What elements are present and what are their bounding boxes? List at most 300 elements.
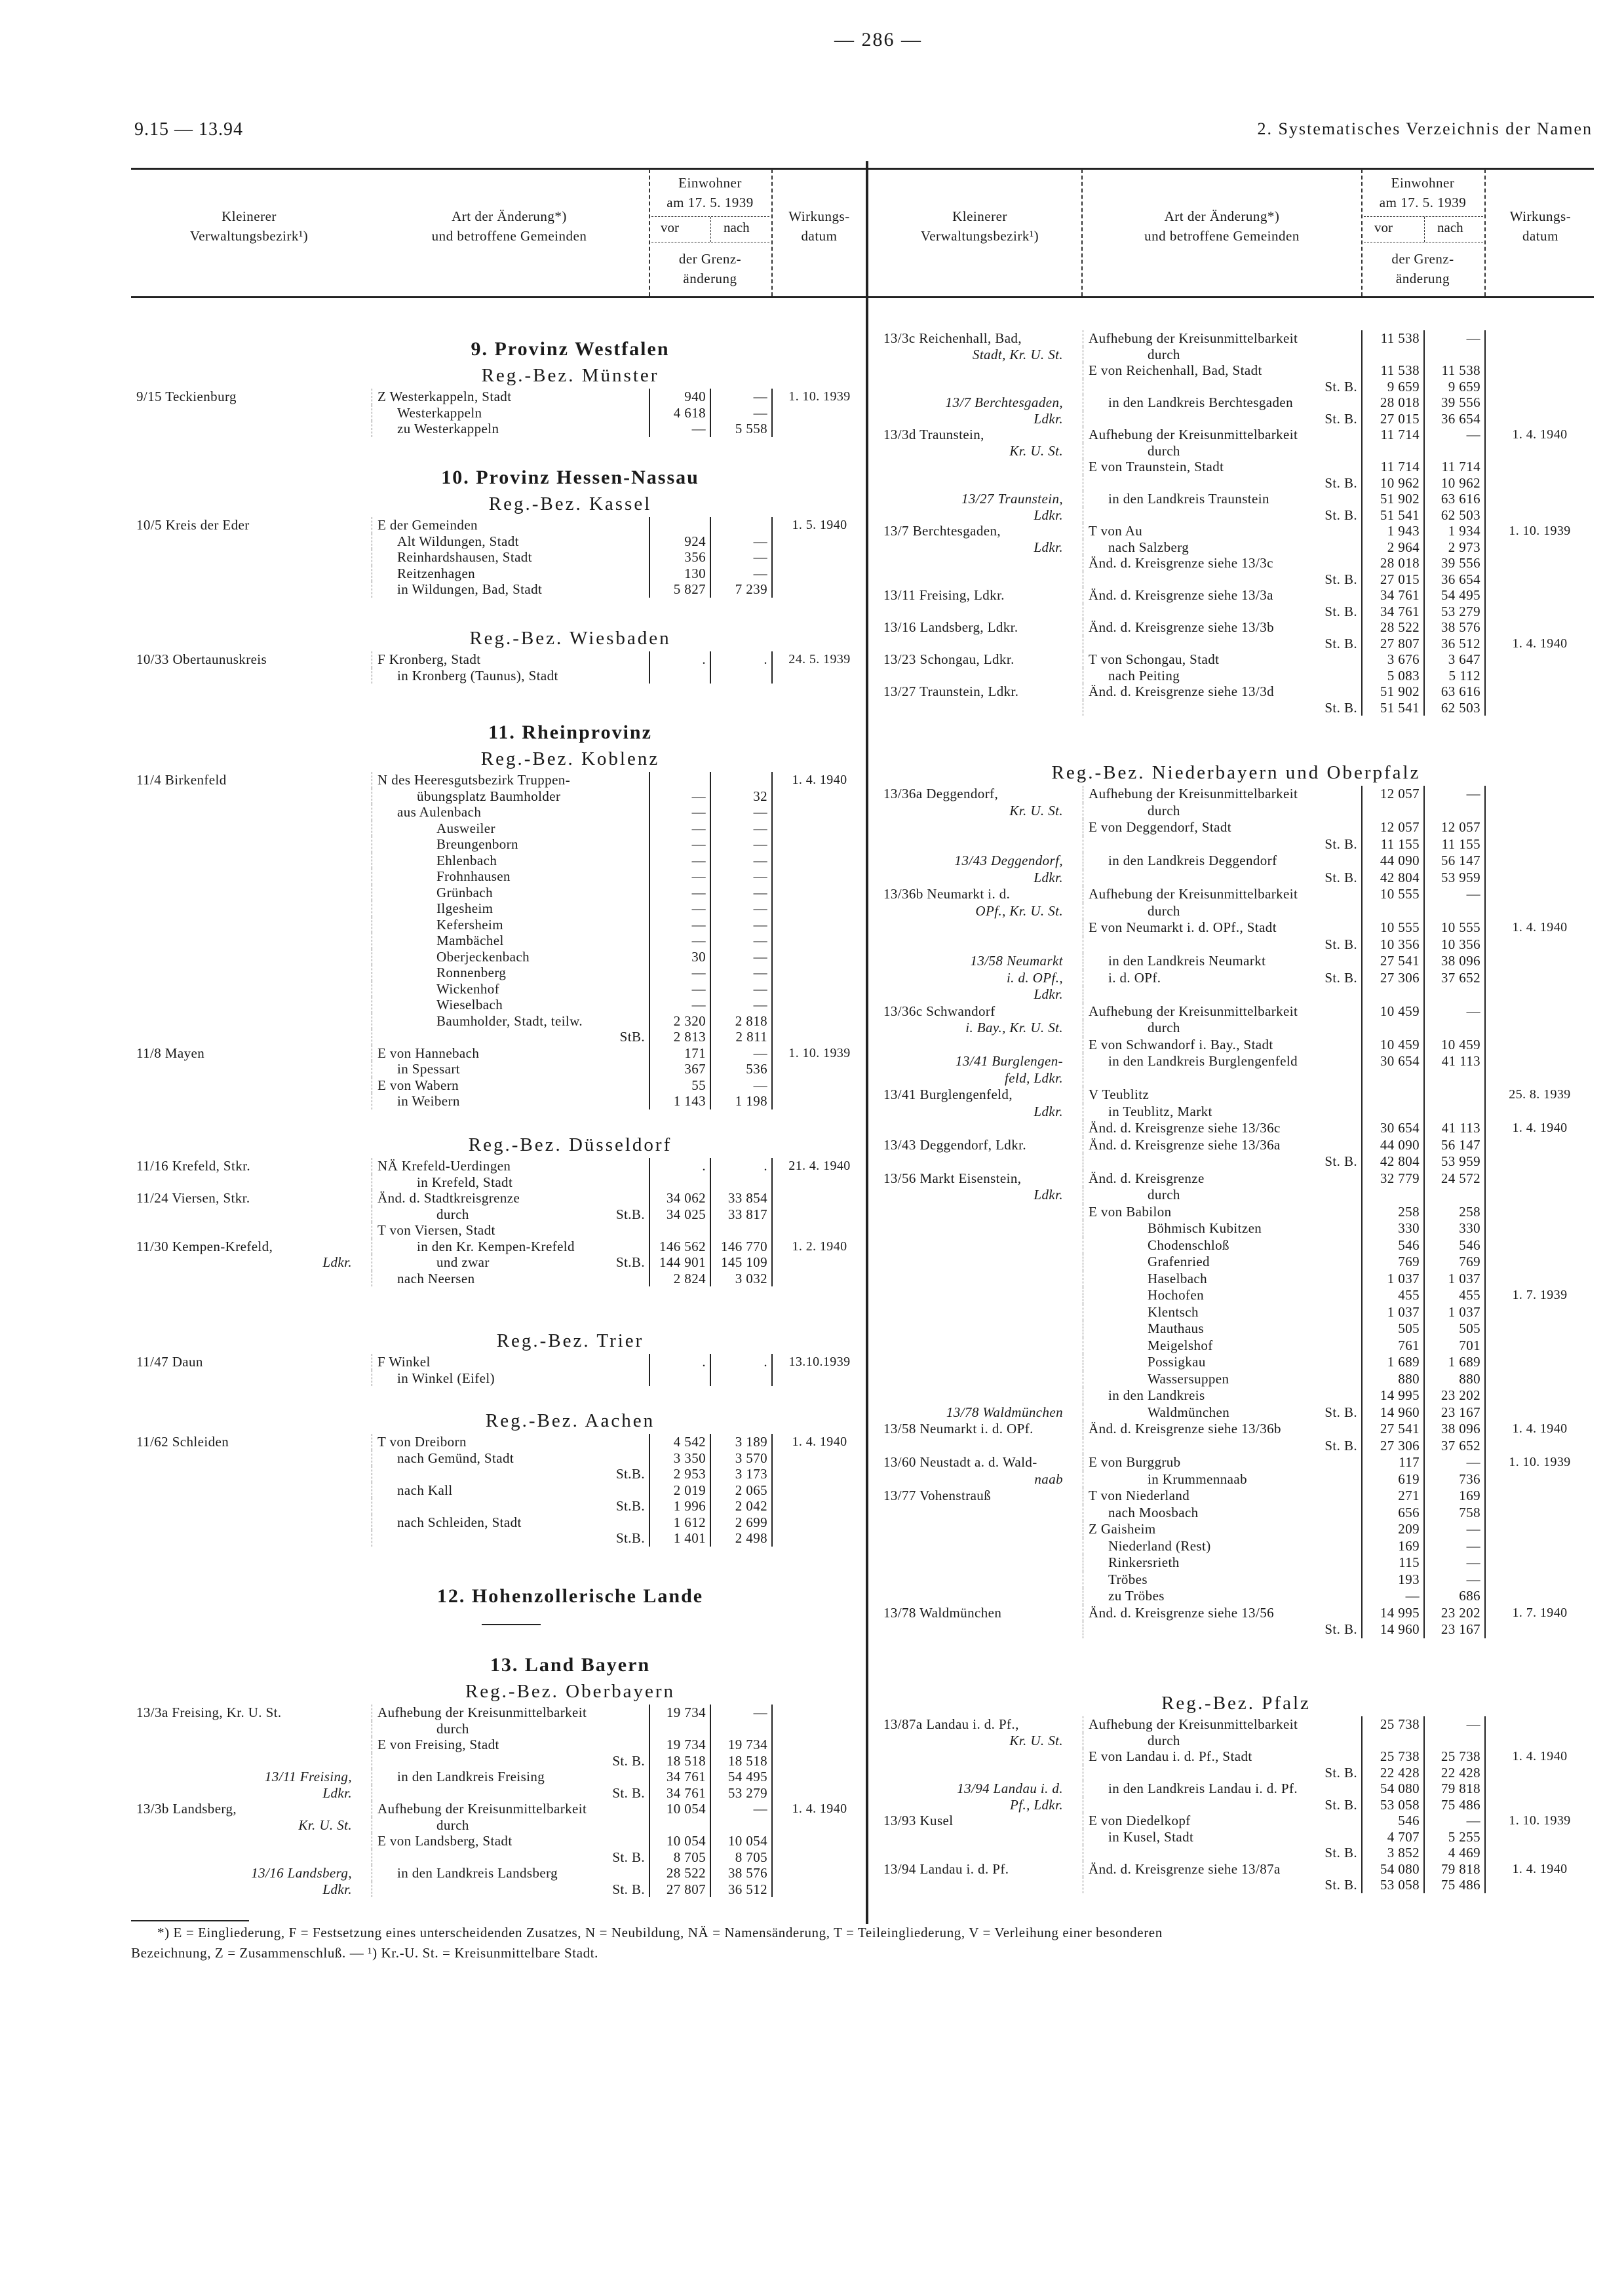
table-row <box>878 1020 1594 1037</box>
population-after: 169 <box>1423 1488 1484 1505</box>
section-hohenzollern <box>131 1583 866 1609</box>
change-text: Baumholder, Stadt, teilw. <box>436 1012 583 1029</box>
footnote <box>131 1923 1593 1963</box>
population-after: — <box>1423 1571 1484 1589</box>
effective-date <box>1484 1053 1594 1070</box>
subsection-heading: Reg.-Bez. Pfalz <box>1161 1693 1311 1714</box>
population-before: 115 <box>1361 1554 1423 1571</box>
district-cell: 13/78 Waldmünchen <box>883 1604 1002 1621</box>
table-row <box>878 427 1594 443</box>
change-text: E von Burggrub <box>1089 1454 1181 1470</box>
population-before: 22 428 <box>1361 1765 1423 1781</box>
district-cell <box>131 965 372 981</box>
population-after: 33 817 <box>710 1206 771 1223</box>
district-cell: 13/56 Markt Eisenstein, <box>883 1170 1022 1186</box>
change-cell <box>372 1785 649 1802</box>
change-text: Breungenborn <box>436 836 518 852</box>
change-cell <box>372 1370 649 1387</box>
subsection-heading: Reg.-Bez. Niederbayern und Oberpfalz <box>1051 762 1421 783</box>
change-text: Änd. d. Kreisgrenze siehe 13/36a <box>1089 1136 1281 1153</box>
change-cell <box>372 1817 649 1834</box>
header-change-line2: und betroffene Gemeinden <box>431 228 587 244</box>
effective-date <box>771 566 866 582</box>
table-row <box>878 539 1594 556</box>
table-row <box>878 819 1594 836</box>
change-cell <box>1083 1320 1361 1338</box>
change-cell <box>1083 1748 1361 1765</box>
population-before: 117 <box>1361 1454 1423 1471</box>
district-cell <box>878 1765 1083 1781</box>
table-row <box>878 587 1594 604</box>
change-text: Alt Wildungen, Stadt <box>397 533 519 549</box>
change-text: NÄ Krefeld-Uerdingen <box>377 1158 511 1174</box>
stb-label: St. B. <box>1324 571 1357 587</box>
change-cell <box>372 1254 649 1271</box>
population-after: 12 057 <box>1423 819 1484 836</box>
change-text: Niederland (Rest) <box>1108 1537 1211 1554</box>
population-before: — <box>649 788 710 805</box>
population-before: 51 902 <box>1361 684 1423 700</box>
change-text: in Krefeld, Stadt <box>417 1174 513 1190</box>
district-cell: Ldkr. <box>1034 410 1063 427</box>
subsection-heading: Reg.-Bez. Kassel <box>488 493 652 514</box>
district-cell: Stadt, Kr. U. St. <box>972 346 1063 362</box>
population-before: . <box>649 1354 710 1370</box>
population-before: — <box>649 900 710 917</box>
section-rule <box>482 1624 541 1625</box>
population-before: 367 <box>649 1061 710 1077</box>
stb-label: St. B. <box>1324 378 1357 395</box>
population-before <box>1361 1020 1423 1037</box>
population-after <box>710 1721 771 1737</box>
population-before: 209 <box>1361 1521 1423 1538</box>
population-after: . <box>710 651 771 668</box>
population-after: 56 147 <box>1423 853 1484 870</box>
table-row <box>878 636 1594 652</box>
header-pop-sub-line1: der Grenz- <box>678 251 742 267</box>
table-row <box>878 953 1594 970</box>
change-cell <box>372 1045 649 1062</box>
effective-date <box>1484 1371 1594 1388</box>
district-cell: 10/5 Kreis der Eder <box>136 517 250 533</box>
population-after: 11 155 <box>1423 836 1484 853</box>
table-row <box>878 1137 1594 1154</box>
population-before <box>1361 347 1423 363</box>
stb-label: St. B. <box>1324 1877 1357 1893</box>
district-cell <box>131 868 372 885</box>
change-text: in den Kr. Kempen-Krefeld <box>417 1238 575 1254</box>
population-before: 1 401 <box>649 1530 710 1547</box>
population-after <box>1423 1087 1484 1104</box>
table-row <box>878 507 1594 524</box>
stb-label: St. B. <box>1324 869 1357 885</box>
effective-date: 25. 8. 1939 <box>1484 1087 1594 1104</box>
population-after: 39 556 <box>1423 395 1484 411</box>
population-after: 23 202 <box>1423 1387 1484 1404</box>
effective-date <box>1484 1387 1594 1404</box>
population-before <box>1361 1104 1423 1121</box>
table-row <box>131 804 866 820</box>
effective-date <box>771 1450 866 1467</box>
population-before: 27 807 <box>1361 636 1423 652</box>
table-row <box>878 491 1594 507</box>
table-row <box>131 1530 866 1547</box>
change-text: E von Traunstein, Stadt <box>1089 459 1224 474</box>
stb-label: St. B. <box>1324 1437 1357 1454</box>
divider <box>1484 169 1486 296</box>
change-cell <box>1083 1797 1361 1813</box>
header-bottom-rule <box>131 296 1594 298</box>
change-text: Kefersheim <box>436 916 503 933</box>
effective-date <box>771 788 866 805</box>
change-cell <box>1083 986 1361 1003</box>
change-cell <box>1083 1421 1361 1438</box>
table-row <box>131 981 866 997</box>
change-text: Änd. d. Kreisgrenze siehe 13/36c <box>1089 1120 1281 1136</box>
effective-date: 1. 4. 1940 <box>1484 919 1594 936</box>
change-text: Oberjeckenbach <box>436 948 530 965</box>
header-bezirk <box>131 206 367 246</box>
district-cell <box>131 788 372 805</box>
population-after <box>1423 1187 1484 1204</box>
population-before: 42 804 <box>1361 1153 1423 1170</box>
change-text: Hochofen <box>1148 1287 1205 1303</box>
change-text: N des Heeresgutsbezirk Truppen- <box>377 772 571 788</box>
district-cell: 13/78 Waldmünchen <box>946 1404 1063 1420</box>
effective-date <box>771 1271 866 1287</box>
change-cell <box>372 836 649 853</box>
change-cell <box>372 1498 649 1514</box>
change-text: in Kronberg (Taunus), Stadt <box>397 667 558 684</box>
table-row <box>878 886 1594 903</box>
table-row <box>878 1320 1594 1338</box>
change-cell <box>1083 1137 1361 1154</box>
population-before: 11 538 <box>1361 362 1423 379</box>
change-text: in Krummennaab <box>1148 1471 1247 1487</box>
footnote-line2: Bezeichnung, Z = Zusammenschluß. — ¹) Kr.-U. St. = Kreisunmittelbare Stadt. <box>131 1945 599 1961</box>
district-cell: 13/94 Landau i. d. Pf. <box>883 1860 1009 1877</box>
change-cell <box>1083 1338 1361 1355</box>
section-heading: 13. Land Bayern <box>490 1654 651 1676</box>
population-before: 546 <box>1361 1813 1423 1829</box>
population-before: 34 062 <box>649 1190 710 1206</box>
population-before: 42 804 <box>1361 870 1423 887</box>
effective-date: 24. 5. 1939 <box>771 651 866 668</box>
population-before: 1 943 <box>1361 523 1423 539</box>
effective-date <box>1484 619 1594 636</box>
population-before: 4 542 <box>649 1434 710 1450</box>
population-before: 34 025 <box>649 1206 710 1223</box>
district-cell <box>878 1371 1083 1388</box>
table-row <box>131 566 866 582</box>
change-text: E von Babilon <box>1089 1203 1172 1220</box>
change-text: in den Landkreis Deggendorf <box>1108 853 1277 868</box>
district-cell <box>878 555 1083 571</box>
population-before: 27 306 <box>1361 1438 1423 1455</box>
effective-date <box>1484 853 1594 870</box>
effective-date <box>771 804 866 820</box>
district-cell: 13/16 Landsberg, <box>251 1865 352 1881</box>
population-after: — <box>710 549 771 566</box>
district-cell <box>878 1204 1083 1221</box>
population-after: — <box>1423 786 1484 803</box>
effective-date <box>771 421 866 437</box>
change-text: in Kusel, Stadt <box>1108 1828 1194 1845</box>
table-row <box>878 395 1594 411</box>
effective-date <box>1484 1020 1594 1037</box>
district-cell: 13/58 Neumarkt i. d. OPf. <box>883 1421 1034 1436</box>
header-change-line1: Art der Änderung*) <box>452 208 567 224</box>
population-before: 27 015 <box>1361 571 1423 588</box>
section-trier <box>131 1328 866 1386</box>
header-vor: vor <box>1374 220 1393 235</box>
header-pop-line1: Einwohner <box>678 175 742 191</box>
change-text: Änd. d. Kreisgrenze <box>1089 1170 1205 1186</box>
population-before: 51 902 <box>1361 491 1423 507</box>
population-after: 22 428 <box>1423 1765 1484 1781</box>
change-text: durch <box>1148 442 1180 459</box>
change-cell <box>372 549 649 566</box>
district-cell <box>131 1450 372 1467</box>
effective-date <box>1484 1488 1594 1505</box>
population-before: 55 <box>649 1077 710 1094</box>
effective-date <box>1484 1304 1594 1321</box>
population-before: 10 459 <box>1361 1003 1423 1020</box>
population-after <box>710 668 771 684</box>
district-cell <box>878 1438 1083 1455</box>
stb-label: St. B. <box>1324 507 1357 523</box>
district-cell <box>878 1845 1083 1861</box>
district-cell <box>878 668 1083 684</box>
population-before: 19 734 <box>649 1705 710 1721</box>
population-after: 3 189 <box>710 1434 771 1450</box>
effective-date: 1. 10. 1939 <box>771 389 866 405</box>
change-text: Chodenschloß <box>1148 1237 1229 1253</box>
table-row <box>878 1733 1594 1749</box>
population-after <box>710 1370 771 1387</box>
stb-label: St. B. <box>1324 474 1357 491</box>
population-after: — <box>710 1077 771 1094</box>
population-before: 3 852 <box>1361 1845 1423 1861</box>
header-change <box>372 206 647 246</box>
population-after: 38 096 <box>1423 1421 1484 1438</box>
table-row <box>131 1222 866 1239</box>
district-cell: Ldkr. <box>1034 539 1063 555</box>
change-text: E von Reichenhall, Bad, Stadt <box>1089 362 1262 378</box>
change-cell <box>1083 1304 1361 1321</box>
effective-date <box>1484 1170 1594 1187</box>
effective-date <box>1484 1254 1594 1271</box>
population-before: 880 <box>1361 1371 1423 1388</box>
table-row <box>878 1621 1594 1638</box>
table-row <box>878 651 1594 668</box>
change-text: durch <box>1148 802 1180 819</box>
change-cell <box>1083 475 1361 491</box>
district-cell: 11/4 Birkenfeld <box>136 772 227 788</box>
change-cell <box>1083 347 1361 363</box>
effective-date <box>771 1514 866 1531</box>
district-cell <box>131 421 372 437</box>
header-change-line1: Art der Änderung*) <box>1164 208 1280 224</box>
table-row <box>878 1354 1594 1371</box>
population-before: 11 538 <box>1361 330 1423 347</box>
population-before: 5 083 <box>1361 668 1423 684</box>
effective-date <box>1484 1003 1594 1020</box>
change-text: Grünbach <box>436 884 493 900</box>
table-row <box>131 1498 866 1514</box>
table-row <box>878 836 1594 853</box>
change-cell <box>372 804 649 820</box>
stb-label: St. B. <box>1324 699 1357 716</box>
change-cell <box>372 421 649 437</box>
effective-date <box>771 1865 866 1881</box>
header-date-line1: Wirkungs- <box>788 208 850 224</box>
district-cell <box>131 1174 372 1191</box>
population-before <box>1361 803 1423 820</box>
effective-date <box>771 1833 866 1849</box>
effective-date <box>1484 604 1594 620</box>
district-cell <box>878 919 1083 936</box>
table-row <box>131 1737 866 1753</box>
population-before: 146 562 <box>649 1239 710 1255</box>
population-before: 1 996 <box>649 1498 710 1514</box>
table-row <box>878 1554 1594 1571</box>
change-text: nach Schleiden, Stadt <box>397 1514 522 1530</box>
district-cell <box>878 1304 1083 1321</box>
population-before: 34 761 <box>649 1785 710 1802</box>
population-after: — <box>710 389 771 405</box>
table-row <box>131 965 866 981</box>
effective-date <box>1484 1137 1594 1154</box>
change-cell <box>1083 1845 1361 1861</box>
effective-date <box>1484 443 1594 459</box>
population-after: 758 <box>1423 1505 1484 1522</box>
subsection-heading: Reg.-Bez. Münster <box>481 365 659 386</box>
change-text: durch <box>1148 1732 1180 1748</box>
table-row <box>878 1748 1594 1765</box>
district-cell <box>131 949 372 965</box>
effective-date: 1. 4. 1940 <box>1484 1748 1594 1765</box>
change-cell <box>1083 1605 1361 1622</box>
effective-date: 1. 4. 1940 <box>1484 1861 1594 1878</box>
population-after: 36 512 <box>1423 636 1484 652</box>
table-row <box>131 1434 866 1450</box>
change-cell <box>1083 379 1361 395</box>
change-cell <box>1083 836 1361 853</box>
population-before <box>1361 1187 1423 1204</box>
population-after: 53 959 <box>1423 1153 1484 1170</box>
header-bezirk-right <box>878 206 1081 246</box>
effective-date <box>771 885 866 901</box>
population-before: 27 541 <box>1361 1421 1423 1438</box>
effective-date <box>1484 491 1594 507</box>
change-text: in den Landkreis Burglengenfeld <box>1108 1053 1298 1069</box>
population-after: 54 495 <box>1423 587 1484 604</box>
change-cell <box>372 389 649 405</box>
population-after: — <box>710 1045 771 1062</box>
population-before: 619 <box>1361 1471 1423 1488</box>
change-text: Ronnenberg <box>436 965 507 980</box>
population-after: 1 037 <box>1423 1304 1484 1321</box>
district-cell <box>131 1737 372 1753</box>
population-after: 880 <box>1423 1371 1484 1388</box>
effective-date <box>1484 1104 1594 1121</box>
population-after: 505 <box>1423 1320 1484 1338</box>
population-after <box>1423 903 1484 920</box>
population-before: — <box>649 836 710 853</box>
population-after: 455 <box>1423 1287 1484 1304</box>
change-text: Possigkau <box>1148 1354 1206 1370</box>
population-before: 44 090 <box>1361 853 1423 870</box>
table-row <box>131 1514 866 1531</box>
district-cell: Ldkr. <box>322 1254 352 1270</box>
change-text: zu Tröbes <box>1108 1588 1165 1604</box>
table-row <box>878 1220 1594 1237</box>
stb-label: St. B. <box>612 1849 645 1865</box>
effective-date: 1. 10. 1939 <box>1484 523 1594 539</box>
change-text: Reinhardshausen, Stadt <box>397 549 532 565</box>
table-row <box>878 1387 1594 1404</box>
table-row <box>131 668 866 684</box>
population-after: 10 459 <box>1423 1037 1484 1054</box>
population-before: 1 037 <box>1361 1271 1423 1288</box>
change-cell <box>372 1705 649 1721</box>
effective-date <box>771 1769 866 1785</box>
table-row <box>878 1204 1594 1221</box>
district-cell <box>878 1120 1083 1137</box>
district-cell <box>878 379 1083 395</box>
population-before: 14 995 <box>1361 1605 1423 1622</box>
population-before: 169 <box>1361 1538 1423 1555</box>
change-cell <box>372 1434 649 1450</box>
population-after <box>710 772 771 788</box>
population-after: 54 495 <box>710 1769 771 1785</box>
change-text: E von Neumarkt i. d. OPf., Stadt <box>1089 919 1277 935</box>
population-before: 258 <box>1361 1204 1423 1221</box>
divider <box>771 169 773 296</box>
effective-date <box>1484 555 1594 571</box>
district-cell <box>878 1554 1083 1571</box>
table-row <box>878 1605 1594 1622</box>
effective-date <box>771 1061 866 1077</box>
table-row <box>131 533 866 550</box>
effective-date <box>771 1817 866 1834</box>
population-after: — <box>1423 886 1484 903</box>
effective-date: 1. 4. 1940 <box>771 1434 866 1450</box>
change-text: zu Westerkappeln <box>397 421 499 436</box>
table-row <box>878 1237 1594 1254</box>
effective-date <box>1484 1877 1594 1893</box>
effective-date <box>1484 459 1594 475</box>
change-cell <box>1083 886 1361 903</box>
stb-label: St. B. <box>1324 603 1357 619</box>
change-cell <box>372 1174 649 1191</box>
district-cell: naab <box>1034 1471 1063 1487</box>
population-after: 53 279 <box>710 1785 771 1802</box>
change-cell <box>372 1013 649 1030</box>
effective-date <box>771 549 866 566</box>
population-before: — <box>649 933 710 949</box>
population-after: 3 647 <box>1423 651 1484 668</box>
table-row <box>878 1797 1594 1813</box>
change-cell <box>372 1466 649 1482</box>
population-after <box>1423 1104 1484 1121</box>
table-row <box>878 555 1594 571</box>
population-after: 75 486 <box>1423 1797 1484 1813</box>
change-text: Ausweiler <box>436 820 495 836</box>
change-text: Mauthaus <box>1148 1320 1205 1336</box>
effective-date <box>771 965 866 981</box>
